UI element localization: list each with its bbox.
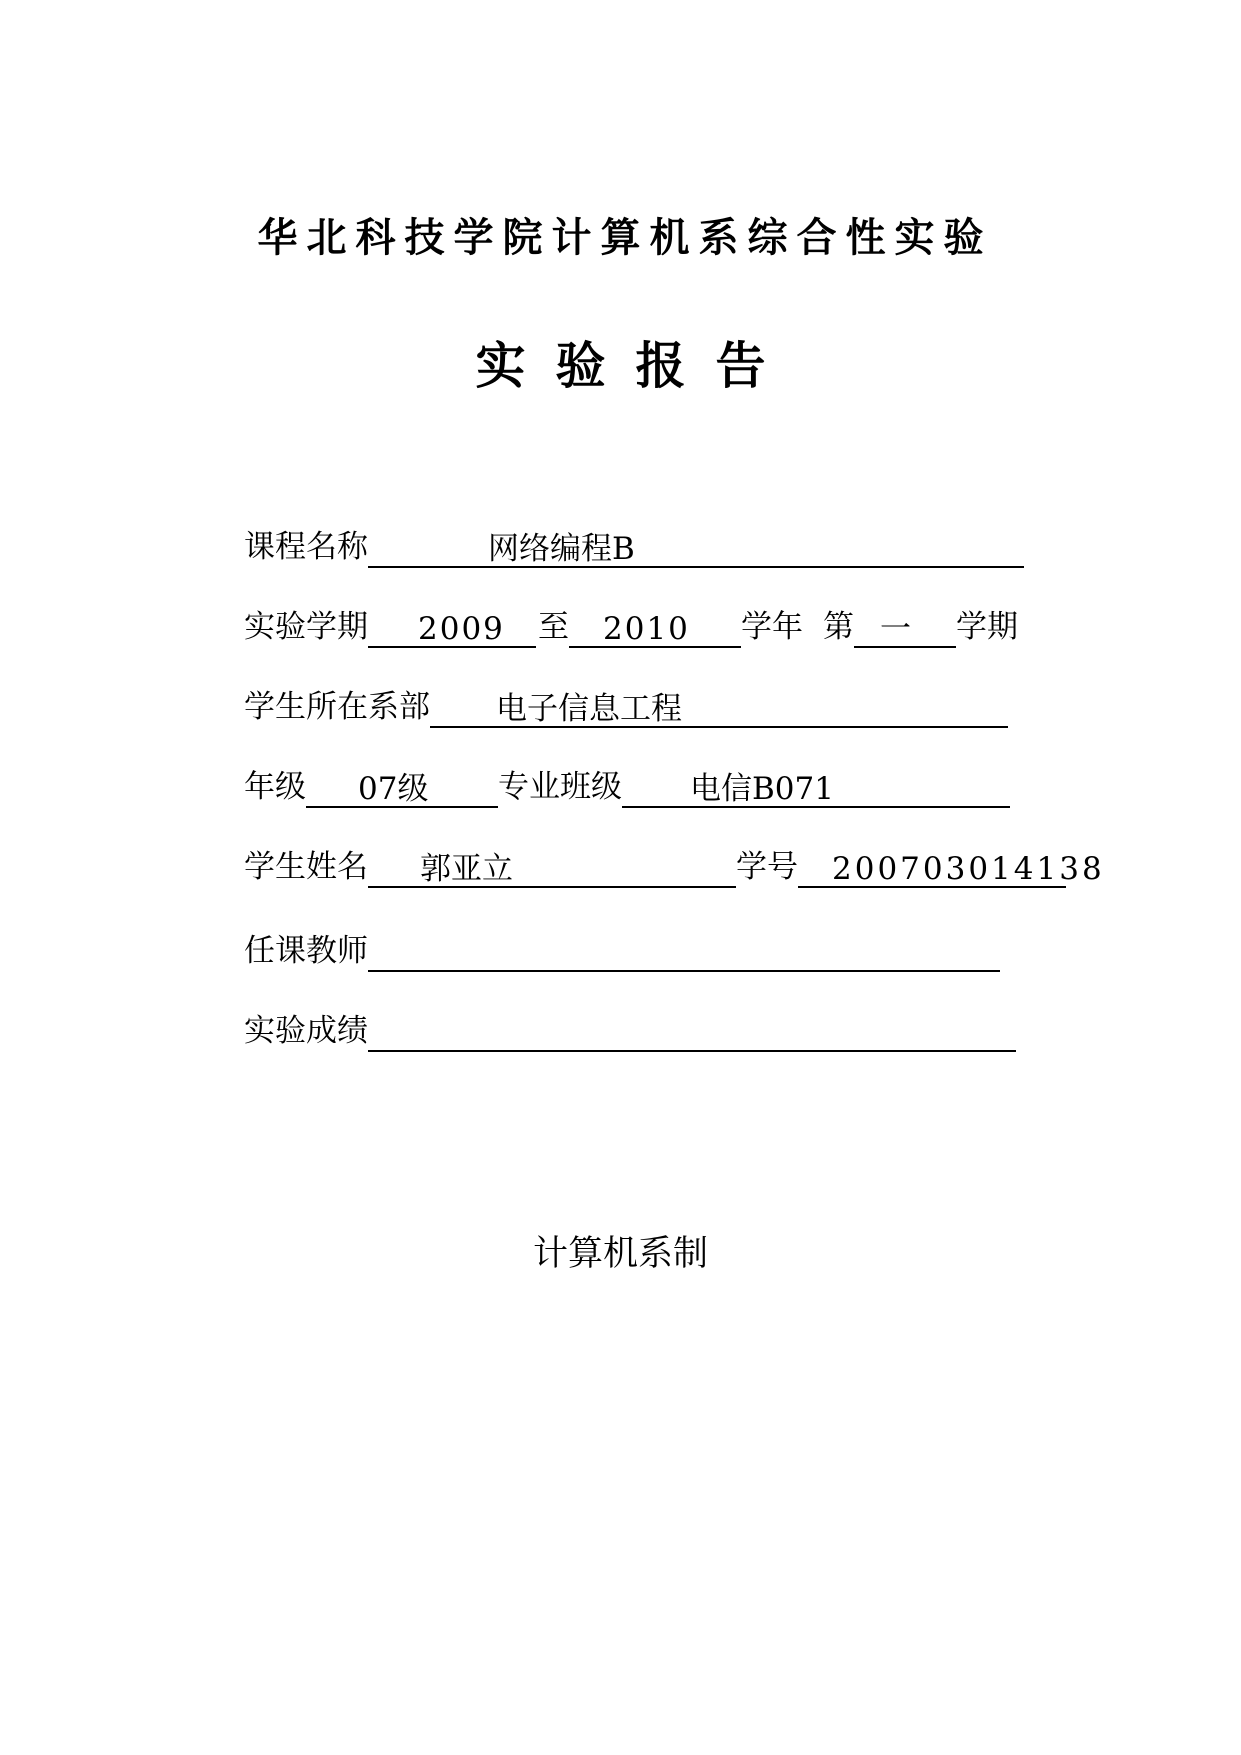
student-name-field [368,850,736,888]
student-row [244,844,1105,888]
grade-row [244,764,1010,808]
term-to-label: 至 [538,609,569,645]
score-field [368,1014,1016,1052]
major-value: 电信B071 [690,771,834,807]
semester-suffix-label: 学期 [956,609,1018,645]
school-year-label: 学年 [741,609,803,645]
term-end-field [569,610,741,648]
grade-label: 年级 [244,769,306,805]
department-label: 学生所在系部 [244,689,430,725]
grade-field [306,770,498,808]
student-name-label: 学生姓名 [244,849,368,885]
semester-value: 一 [880,611,911,647]
student-id-value: 200703014138 [832,851,1105,887]
term-start-value: 2009 [418,611,505,647]
major-field [622,770,1010,808]
semester-field [854,610,956,648]
student-id-field [798,850,1105,888]
semester-prefix-label: 第 [823,609,854,645]
course-row [244,524,1024,568]
term-start-field [368,610,536,648]
student-id-label: 学号 [736,849,798,885]
student-name-value: 郭亚立 [420,851,513,887]
score-row [244,1008,1016,1052]
major-label: 专业班级 [498,769,622,805]
teacher-label: 任课教师 [244,933,368,969]
course-label: 课程名称 [244,529,368,565]
term-label: 实验学期 [244,609,368,645]
course-value: 网络编程B [488,531,635,567]
course-field [368,530,1024,568]
score-label: 实验成绩 [244,1013,368,1049]
teacher-field [368,934,1000,972]
department-field [430,690,1008,728]
footer-department: 计算机系制 [532,1234,708,1274]
report-title-main: 实验报告 [475,337,796,395]
teacher-row [244,928,1000,972]
term-row [244,604,1018,648]
grade-value: 07级 [358,771,429,807]
department-value: 电子信息工程 [496,691,682,727]
term-end-value: 2010 [603,611,690,647]
department-row [244,684,1008,728]
report-title-institution: 华北科技学院计算机系综合性实验 [257,215,993,261]
